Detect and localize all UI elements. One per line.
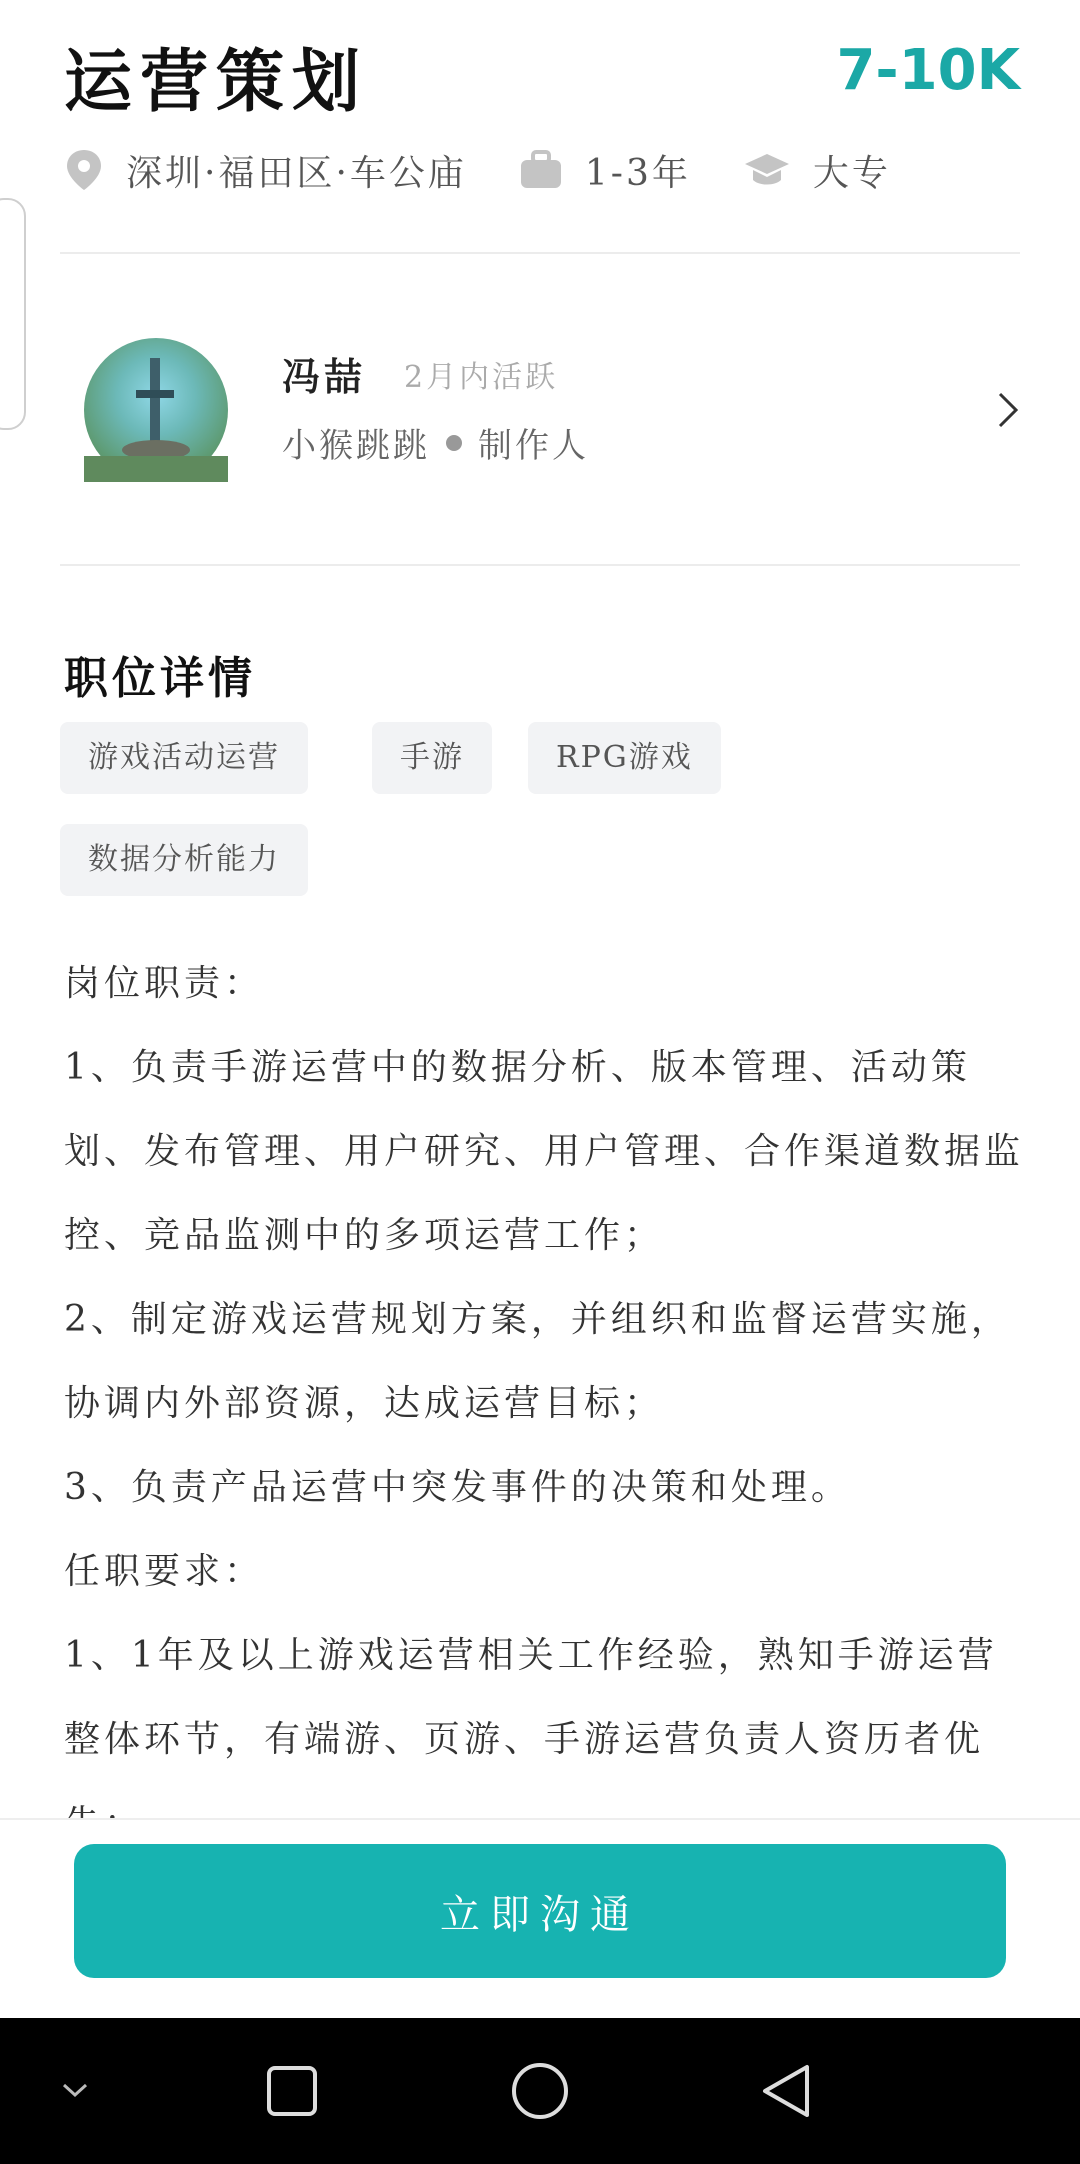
chevron-right-icon[interactable] [996,390,1020,430]
tag-item: 数据分析能力 [60,824,308,896]
nav-home-button[interactable] [500,2018,580,2164]
avatar [84,338,228,482]
recruiter-company: 小猴跳跳 [282,426,430,466]
recruiter-company-role [282,418,589,467]
recruiter-divider [60,564,1020,566]
experience-text: 1-3年 [584,152,691,194]
briefcase-icon [519,150,563,190]
job-location [64,145,467,196]
salary-range: 7-10K [836,38,1020,103]
square-icon [265,2064,319,2118]
chat-now-button[interactable]: 立即沟通 [74,1844,1006,1978]
description-line: 3、负责产品运营中突发事件的决策和处理。 [64,1467,851,1508]
edge-drag-handle[interactable] [0,198,26,430]
tag-item: 手游 [372,722,492,794]
graduation-cap-icon [743,150,791,190]
job-meta-row [64,140,943,200]
sword-in-stone-image [84,338,228,482]
nav-collapse-button[interactable] [40,2018,110,2164]
description-line: 任职要求： [64,1551,265,1592]
recruiter-name: 冯喆 [282,354,367,399]
job-education [743,145,891,196]
circle-icon [510,2061,570,2121]
description-line: 岗位职责： [64,963,265,1004]
nav-back-button[interactable] [746,2018,826,2164]
education-text: 大专 [812,152,891,194]
back-triangle-icon [759,2061,813,2121]
recruiter-role: 制作人 [478,426,589,466]
android-navigation-bar [0,2018,1080,2164]
job-title: 运营策划 [64,42,369,122]
recruiter-active-status: 2月内活跃 [404,360,559,395]
job-experience [519,145,691,196]
nav-recents-button[interactable] [252,2018,332,2164]
description-line: 1、1年及以上游戏运营相关工作经验，熟知手游运营整体环节，有端游、页游、手游运营负责人资历者优 [64,1635,998,1760]
section-title-job-details: 职位详情 [64,653,256,704]
separator-dot [446,435,462,451]
chevron-down-icon [60,2081,90,2101]
job-description [64,942,1024,1820]
description-line: 2、制定游戏运营规划方案，并组织和监督运营实施，协调内外部资源，达成运营目标； [64,1299,1011,1424]
bottom-action-bar [0,1818,1080,2020]
tag-item: 游戏活动运营 [60,722,308,794]
tag-item: RPG游戏 [528,722,721,794]
description-line: 1、负责手游运营中的数据分析、版本管理、活动策划、发布管理、用户研究、用户管理、合作渠道数据监控、竞品监测中的多项运营工作； [64,1047,1025,1256]
location-text: 深圳·福田区·车公庙 [126,152,467,194]
location-pin-icon [64,148,104,192]
header-divider [60,252,1020,254]
recruiter-card[interactable] [60,290,1020,530]
